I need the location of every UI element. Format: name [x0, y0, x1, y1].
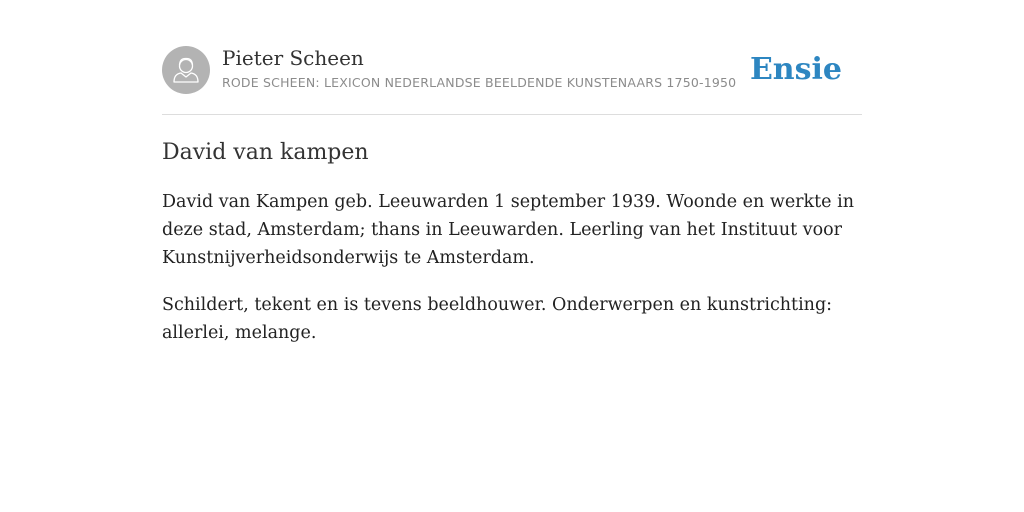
author-name[interactable]: Pieter Scheen: [222, 46, 364, 70]
brand-logo[interactable]: Ensie: [749, 52, 842, 87]
author-avatar[interactable]: [162, 46, 210, 94]
source-title: RODE SCHEEN: LEXICON NEDERLANDSE BEELDENDE KUNSTENAARS 1750-1950: [222, 75, 737, 90]
article-body: [162, 136, 862, 347]
user-silhouette-icon: [162, 46, 210, 94]
article-paragraph: David van Kampen geb. Leeuwarden 1 september 1939. Woonde en werkte in deze stad, Amsterdam; thans in Leeuwarden. Leerling van het Instituut voor Kunstnijverheidsonderwijs te Amsterdam.: [162, 192, 854, 268]
article-title: David van kampen: [162, 140, 369, 165]
article-header: [162, 46, 862, 115]
article-paragraph: Schildert, tekent en is tevens beeldhouwer. Onderwerpen en kunstrichting: allerlei, melange.: [162, 295, 833, 343]
